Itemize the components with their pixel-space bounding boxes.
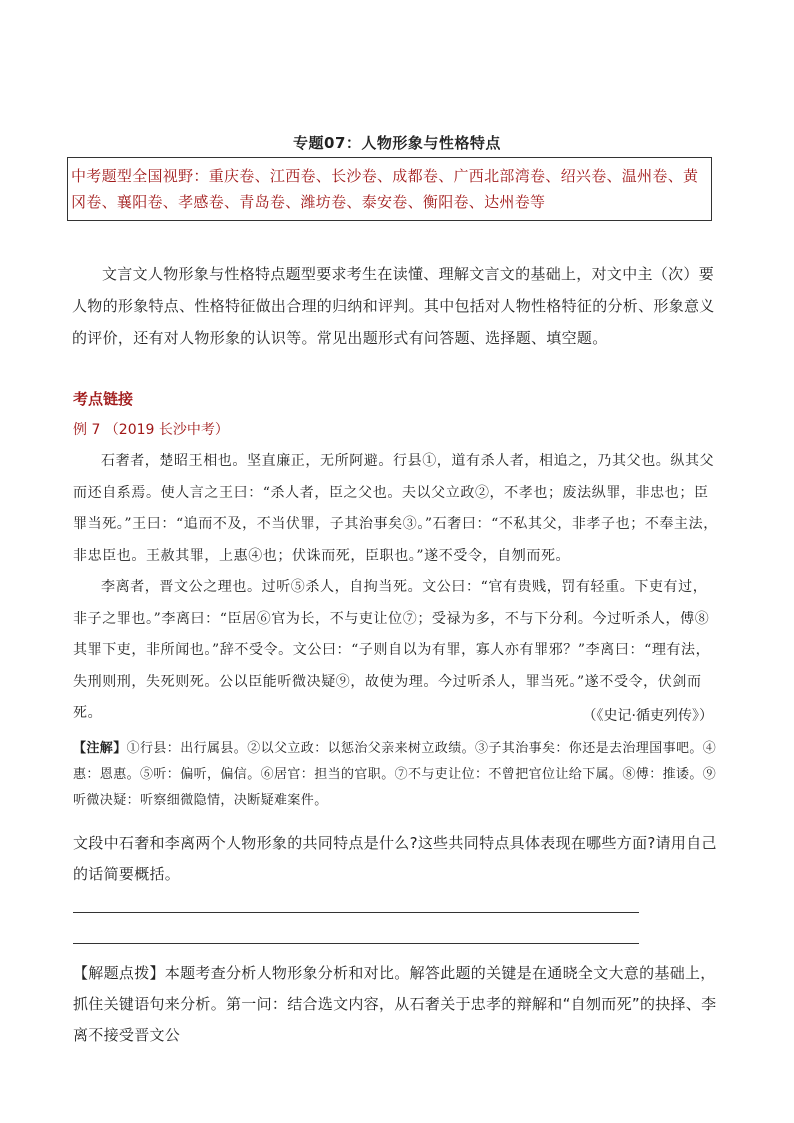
intro-paragraph: 文言文人物形象与性格特点题型要求考生在读懂、理解文言文的基础上，对文中主（次）要人物的形象特点、性格特征做出合理的归纳和评判。其中包括对人物性格特征的分析、形象意义的评价，还有对人物形象的认识等。常见出题形式有问答题、选择题、填空题。 [72, 265, 715, 347]
analysis-paragraph: 【解题点拨】本题考查分析人物形象分析和对比。解答此题的关键是在通晓全文大意的基础上，抓住关键语句来分析。第一问：结合选文内容，从石奢关于忠孝的辩解和“自刎而死”的抉择、李离不接受晋文公 [73, 964, 717, 1044]
answer-line-1[interactable] [73, 912, 639, 913]
answer-line-2[interactable] [73, 943, 639, 944]
annotations-tag: 【注解】 [73, 741, 127, 756]
annotations [73, 736, 721, 814]
annotations-text: ①行县：出行属县。②以父立政：以惩治父亲来树立政绩。③子其治事矣：你还是去治理国事吧。④惠：恩惠。⑤听：偏听，偏信。⑥居官：担当的官职。⑦不与吏让位：不曾把官位让给下属。⑧傅：推诿。⑨听微决疑：听察细微隐情，决断疑难案件。 [73, 741, 717, 808]
passage-paragraph-1: 石奢者，楚昭王相也。坚直廉正，无所阿避。行县①，道有杀人者，相追之，乃其父也。纵其父而还自系焉。使人言之王曰：“杀人者，臣之父也。夫以父立政②，不孝也；废法纵罪，非忠也；臣罪当死。”王曰：“追而不及，不当伏罪，子其治事矣③。”石奢曰：“不私其父，非孝子也；不奉主法，非忠臣也。王赦其罪，上惠④也；伏诛而死，臣职也。”遂不受令，自刎而死。 [73, 453, 718, 564]
passage-paragraph-2: 李离者，晋文公之理也。过听⑤杀人，自拘当死。文公曰：“官有贵贱，罚有轻重。下吏有过，非子之罪也。”李离曰：“臣居⑥官为长，不与吏让位⑦；受禄为多，不与下分利。今过听杀人，傅⑧其罪下吏，非所闻也。”辞不受令。文公曰：“子则自以为有罪，寡人亦有罪邪？”李离曰：“理有法，失刑则刑，失死则死。公以臣能听微决疑⑨，故使为理。今过听杀人，罪当死。”遂不受令，伏剑而死。 [73, 579, 711, 721]
question-text: 文段中石奢和李离两个人物形象的共同特点是什么?这些共同特点具体表现在哪些方面?请用自己的话简要概括。 [73, 834, 717, 883]
example-label: 例 7 （2019 长沙中考） [73, 422, 229, 438]
exam-scope-box: 中考题型全国视野：重庆卷、江西卷、长沙卷、成都卷、广西北部湾卷、绍兴卷、温州卷、黄冈卷、襄阳卷、孝感卷、青岛卷、潍坊卷、泰安卷、衡阳卷、达州卷等 [67, 157, 712, 221]
classical-passage [73, 446, 721, 730]
section-heading: 考点链接 [73, 390, 134, 408]
page-title: 专题07：人物形象与性格特点 [293, 134, 501, 152]
passage-source: （《史记·循吏列传》） [582, 708, 713, 724]
